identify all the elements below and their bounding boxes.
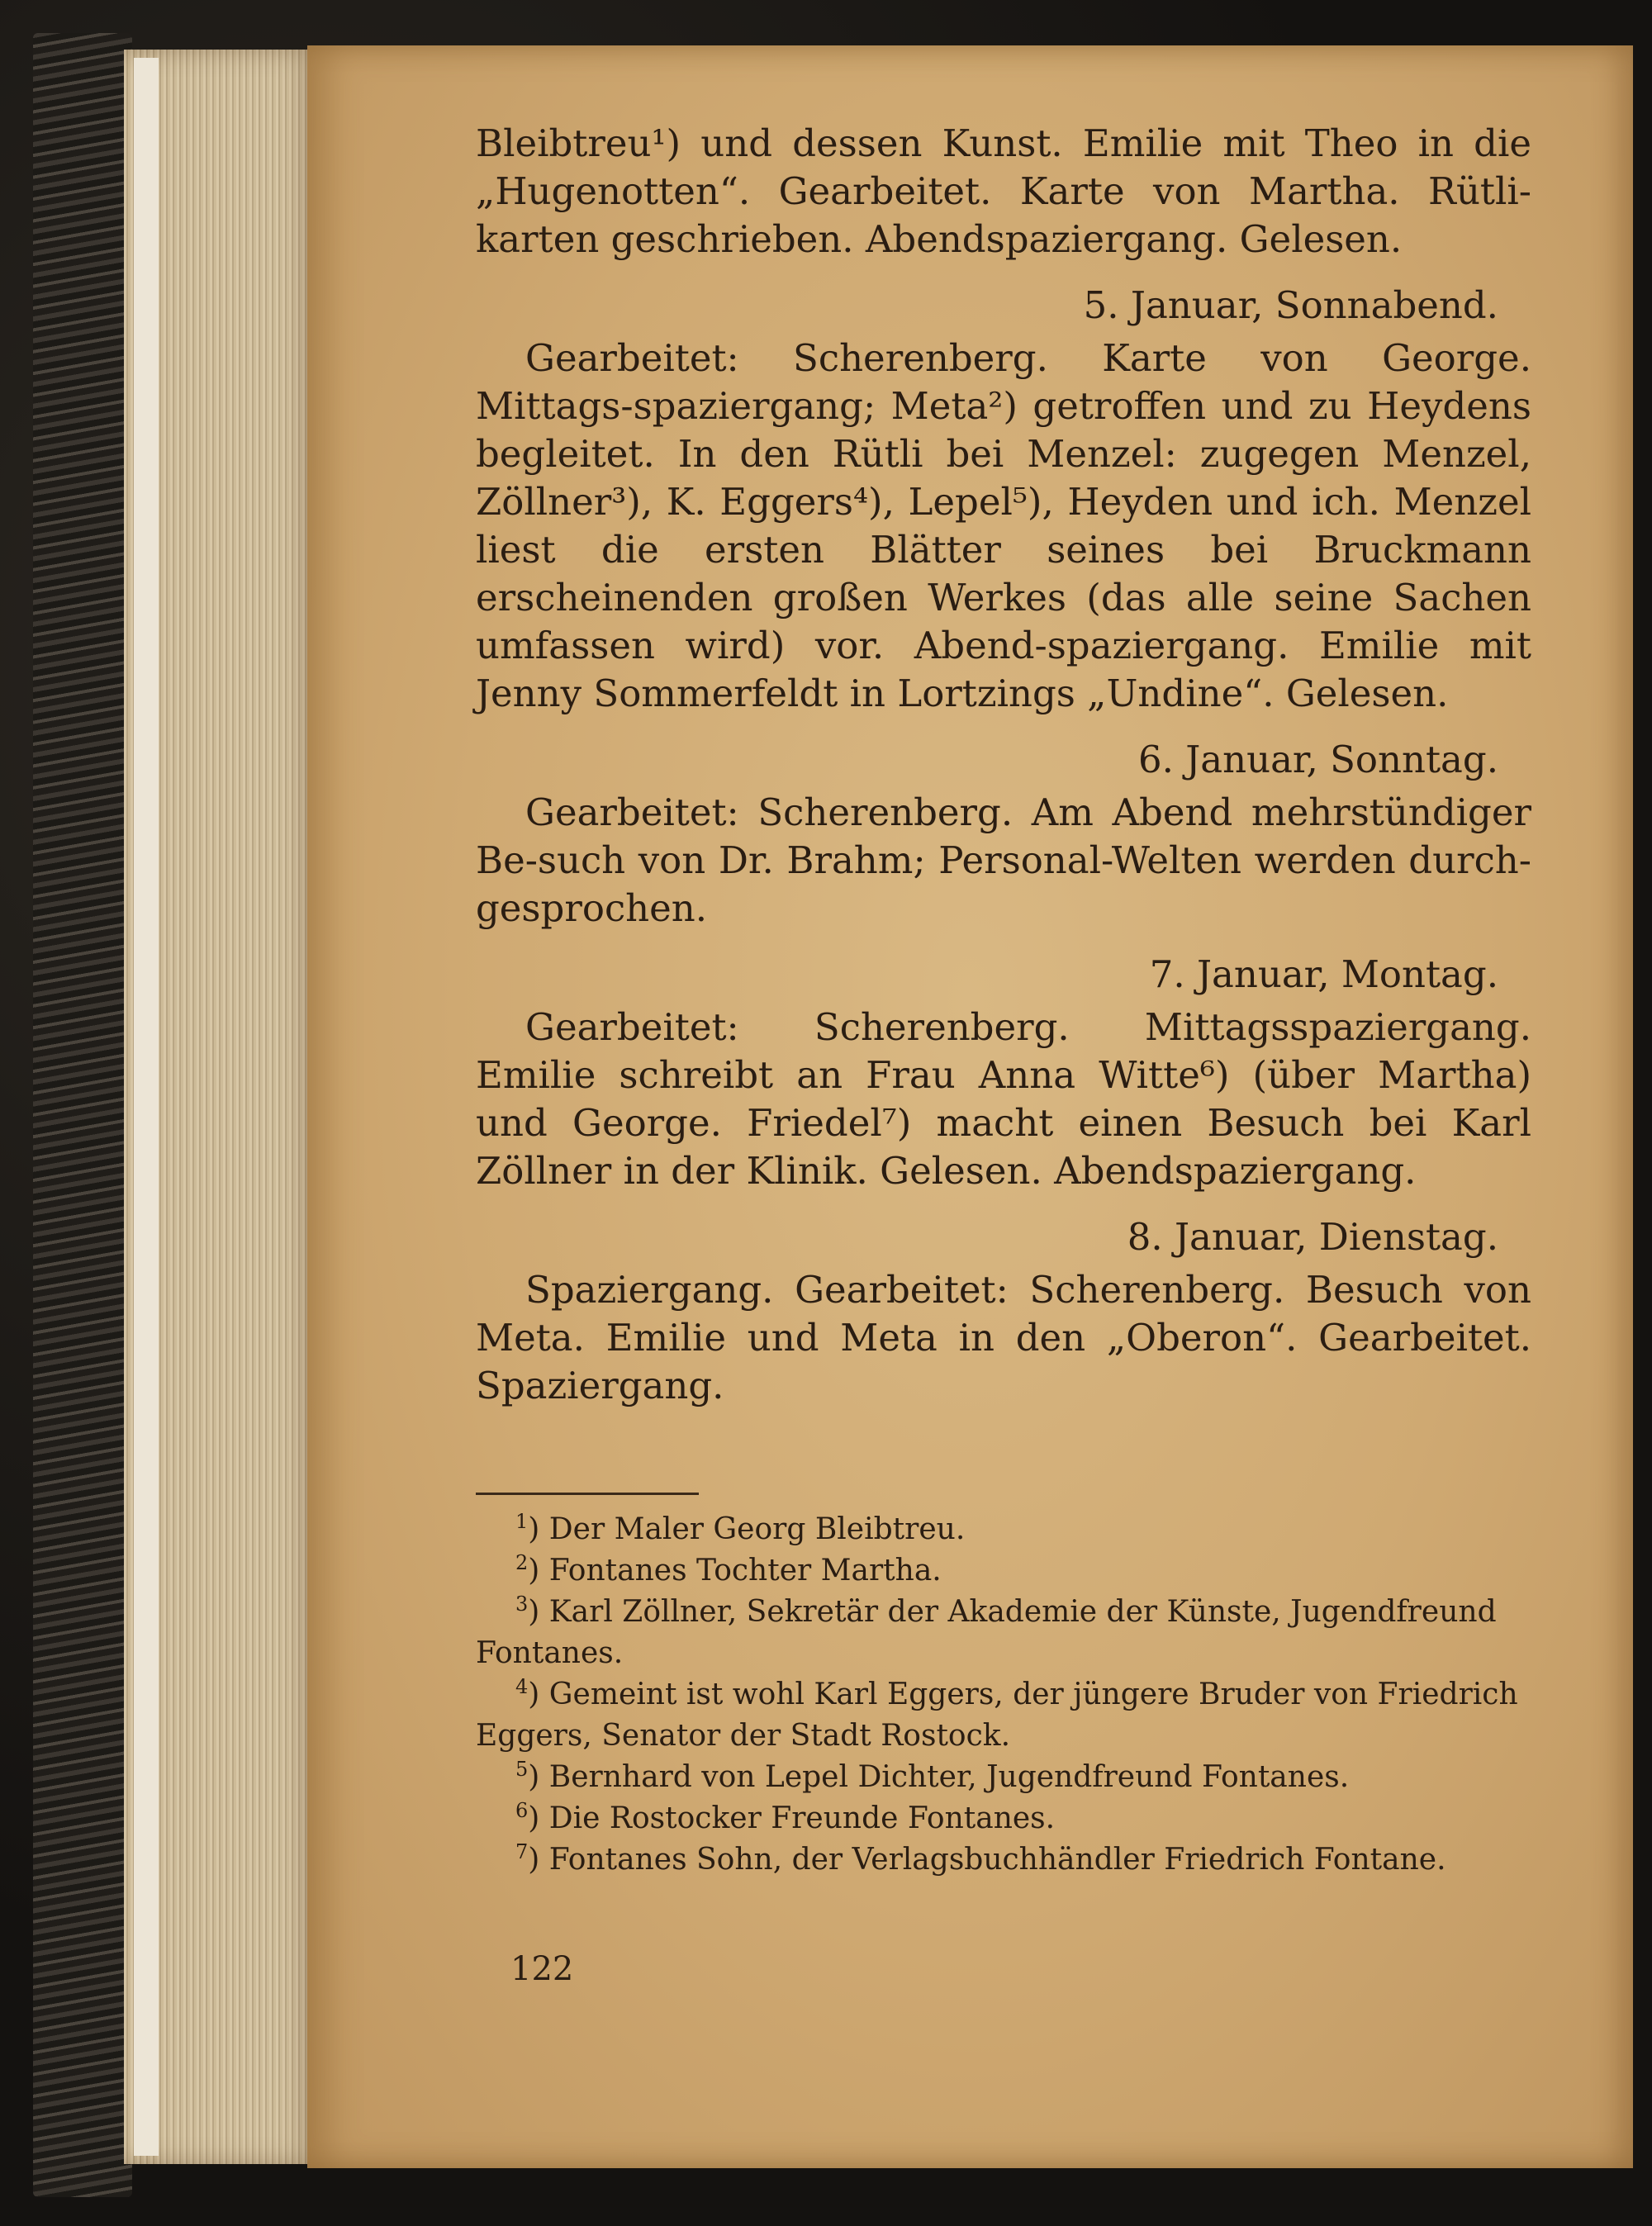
main-text: [476, 120, 1531, 1410]
footnote-7: $^7$) Fontanes Sohn, der Verlagsbuchhändler Friedrich Fontane.: [515, 1840, 1446, 1877]
page-stack-edges: [124, 50, 322, 2164]
footnote-1: $^1$) Der Maler Georg Bleibtreu.: [515, 1510, 966, 1546]
footnote-4: $^4$) Gemeint ist wohl Karl Eggers, der jüngere Bruder von Friedrich Eggers, Senator der Stadt Rostock.: [476, 1675, 1518, 1753]
date-heading-jan-8: 8. Januar, Dienstag.: [1127, 1215, 1498, 1259]
page-number: 122: [510, 1950, 574, 1988]
paragraph-1: Bleibtreu¹) und dessen Kunst. Emilie mit Theo in die „Hugenotten“. Gearbeitet. Karte von Martha. Rütli-karten geschrieben. Abendspaziergang. Gelesen.: [476, 121, 1531, 261]
paragraph-2: Gearbeitet: Scherenberg. Karte von George. Mittags-spaziergang; Meta²) getroffen und zu Heydens begleitet. In den Rütli bei Menzel: zugegen Menzel, Zöllner³), K. Eggers⁴), Lepel⁵), Heyden und ich. Menzel liest die ersten Blätter seines bei Bruckmann erscheinenden großen Werkes (das alle seine Sachen umfassen wird) vor. Abend-spaziergang. Emilie mit Jenny Sommerfeldt in Lortzings „Undine“. Gelesen.: [476, 336, 1531, 715]
footnotes: [476, 1509, 1521, 1881]
paragraph-4: Gearbeitet: Scherenberg. Mittagsspaziergang. Emilie schreibt an Frau Anna Witte⁶) (über Martha) und George. Friedel⁷) macht einen Besuch bei Karl Zöllner in der Klinik. Gelesen. Abendspaziergang.: [476, 1005, 1531, 1193]
date-heading-jan-7: 7. Januar, Montag.: [1149, 952, 1498, 996]
date-heading-jan-6: 6. Januar, Sonntag.: [1138, 738, 1498, 781]
footnote-5: $^5$) Bernhard von Lepel Dichter, Jugendfreund Fontanes.: [515, 1758, 1350, 1794]
book-cover-edge: [33, 33, 132, 2197]
date-heading-jan-5: 5. Januar, Sonnabend.: [1083, 283, 1498, 327]
paragraph-5: Spaziergang. Gearbeitet: Scherenberg. Besuch von Meta. Emilie und Meta in den „Oberon“. Gearbeitet. Spaziergang.: [476, 1268, 1531, 1407]
footnote-2: $^2$) Fontanes Tochter Martha.: [515, 1551, 942, 1588]
paragraph-3: Gearbeitet: Scherenberg. Am Abend mehrstündiger Be-such von Dr. Brahm; Personal-Welten werden durch-gesprochen.: [476, 790, 1531, 930]
footnote-3: $^3$) Karl Zöllner, Sekretär der Akademie der Künste, Jugendfreund Fontanes.: [476, 1592, 1497, 1670]
footnote-divider: [476, 1493, 699, 1495]
book-page: [307, 45, 1633, 2168]
footnote-6: $^6$) Die Rostocker Freunde Fontanes.: [515, 1799, 1056, 1835]
